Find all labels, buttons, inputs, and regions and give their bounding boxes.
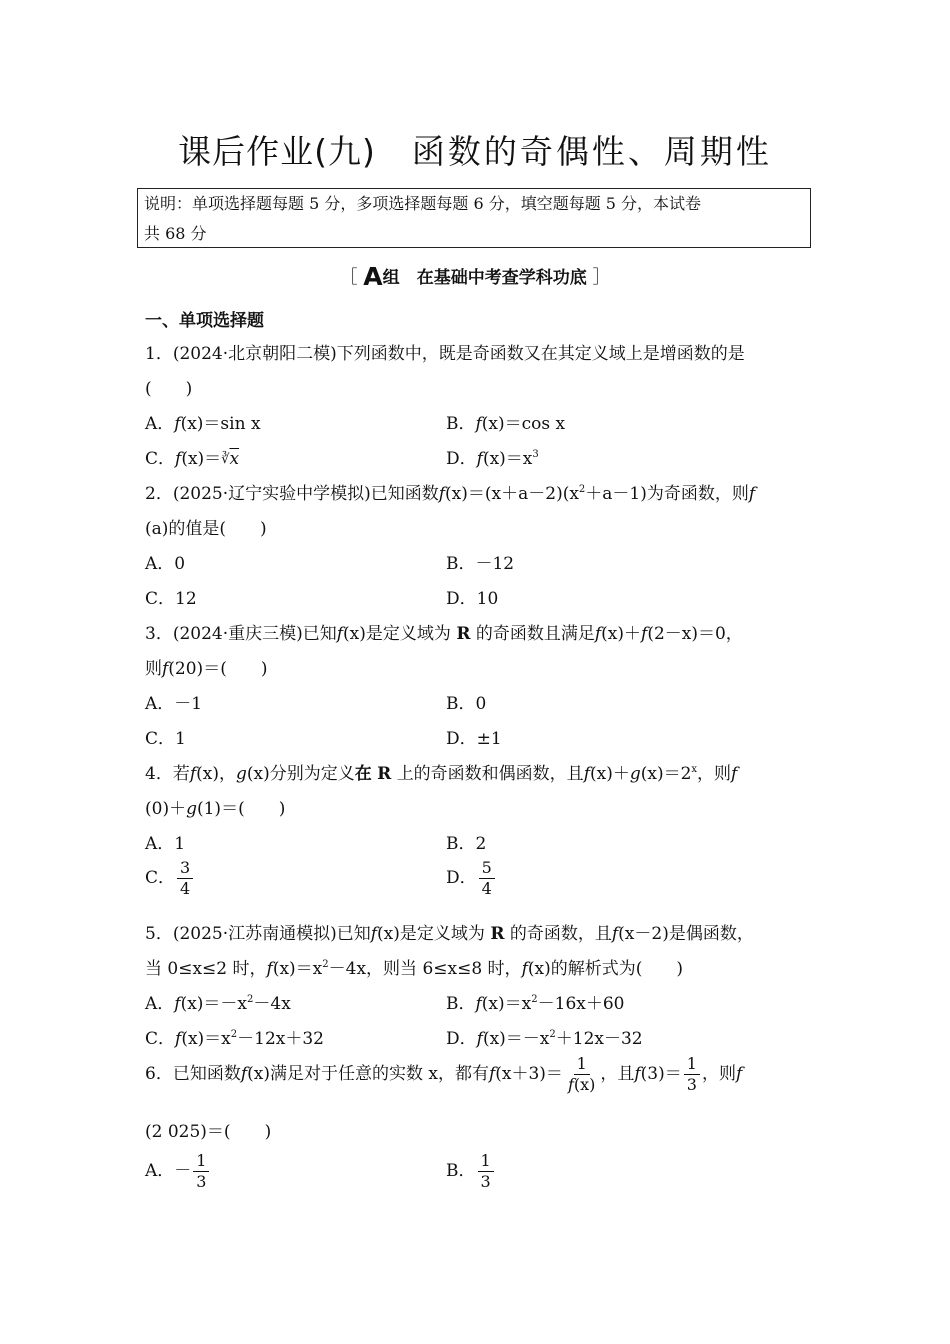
q1-option-d[interactable]: D．$f(x)=x^3$ [446,449,539,469]
q5-option-d[interactable]: D．$f(x)=-x^2+12x-32$ [446,1029,643,1049]
q6-option-a[interactable]: A．－ $\frac{1}{3}$ [145,1151,211,1192]
page-title [0,126,950,173]
instructions-line2: 共 68 分 [144,224,207,243]
title-sub: 函数的奇偶性、周期性 [411,132,772,171]
group-label: 组 [382,268,400,288]
q4-option-d[interactable]: D． $\frac{5}{4}$ [446,858,497,899]
q6-stem-cont: (2 025)＝( ) [145,1122,272,1142]
q2-option-b[interactable]: B．－12 [446,554,515,574]
q4-option-c[interactable]: C． $\frac{3}{4}$ [145,858,195,899]
q1-answer-blank: ( ) [145,379,193,399]
q6-stem: 6．已知函数f(x)满足对于任意的实数 x，都有f(x＋3)＝ $\frac{1}{f(x)}$ ，且f(3)＝ $\frac{1}{3}$ ，则f [145,1054,743,1094]
instructions-line1: 说明：单项选择题每题 5 分，多项选择题每题 6 分，填空题每题 5 分，本试卷 [144,194,702,213]
section-heading: 一、单项选择题 [145,311,264,331]
q2-option-d[interactable]: D．10 [446,589,499,609]
q3-stem-cont: 则f(20)＝( ) [145,659,268,679]
q4-stem: 4．若f(x)，g(x)分别为定义在 R 上的奇函数和偶函数，且$f(x)+g(x)=2^x$，则f [145,764,738,784]
q1-option-b[interactable]: B．f(x)＝cos x [446,414,566,434]
group-badge: A [363,262,383,291]
bracket-right: ］ [592,267,611,288]
q3-option-b[interactable]: B．0 [446,694,487,714]
q1-option-c[interactable]: C．$f(x)=∛\overline{x}$ [145,449,240,469]
q3-option-d[interactable]: D．±1 [446,729,502,749]
q3-stem: 3．(2024·重庆三模)已知f(x)是定义域为 R 的奇函数且满足f(x)＋f(2－x)＝0， [145,624,743,644]
q5-stem: 5．(2025·江苏南通模拟)已知f(x)是定义域为 R 的奇函数，且f(x－2)是偶函数， [145,924,754,944]
q2-option-c[interactable]: C．12 [145,589,197,609]
group-heading [0,262,950,291]
instructions-box [137,188,811,248]
q6-option-b[interactable]: B． $\frac{1}{3}$ [446,1151,496,1192]
q4-option-b[interactable]: B．2 [446,834,487,854]
q2-stem: 2．(2025·辽宁实验中学模拟)已知函数$f(x)=(x+a-2)(x^2+a-1)$为奇函数，则f [145,484,756,504]
q5-option-b[interactable]: B．$f(x)=x^2-16x+60$ [446,994,625,1014]
q3-option-a[interactable]: A．－1 [145,694,203,714]
q4-stem-cont: (0)＋g(1)＝( ) [145,799,286,819]
q2-stem-cont: (a)的值是( ) [145,519,267,539]
title-main: 课后作业(九) [178,132,376,171]
q1-option-a[interactable]: A．f(x)＝sin x [145,414,261,434]
q3-option-c[interactable]: C．1 [145,729,186,749]
q5-stem-cont: 当 0≤x≤2 时，$f(x)=x^2-4x$，则当 6≤x≤8 时，f(x)的解析式为( ) [145,959,683,979]
q4-option-a[interactable]: A．1 [145,834,186,854]
q1-stem: 1．(2024·北京朝阳二模)下列函数中，既是奇函数又在其定义域上是增函数的是 [145,344,745,364]
q5-option-c[interactable]: C．$f(x)=x^2-12x+32$ [145,1029,324,1049]
bracket-left: ［ [339,267,358,288]
group-text: 在基础中考查学科功底 [416,268,587,288]
q5-option-a[interactable]: A．$f(x)=-x^2-4x$ [145,994,291,1014]
q2-option-a[interactable]: A．0 [145,554,186,574]
